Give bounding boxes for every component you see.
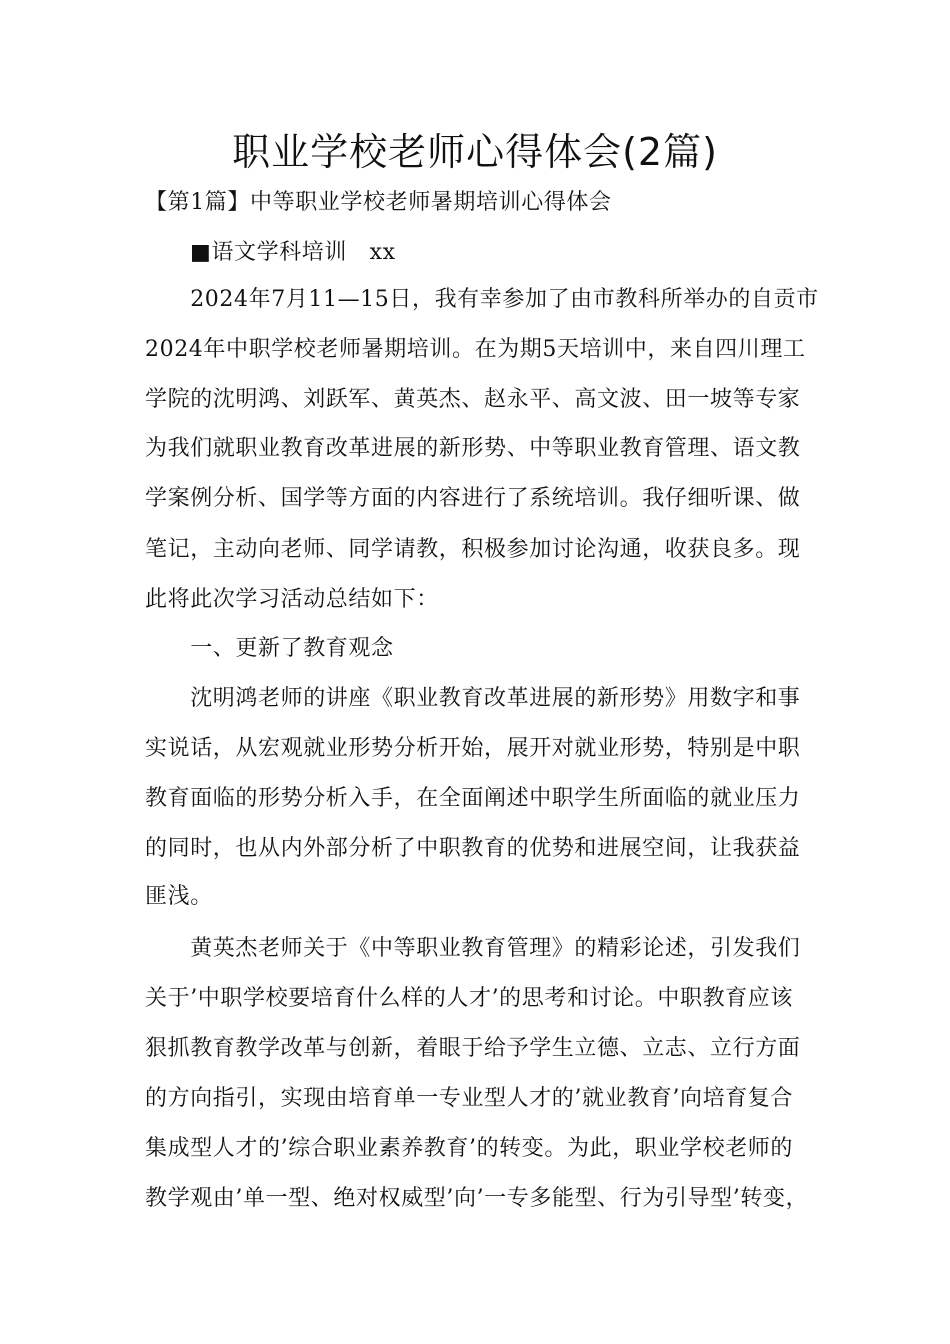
paragraph-line: 狠抓教育教学改革与创新，着眼于给予学生立德、立志、立行方面 (145, 1036, 801, 1061)
paragraph-line: 的方向指引，实现由培育单一专业型人才的’就业教育’向培育复合 (145, 1086, 793, 1111)
paragraph-line: 笔记，主动向老师、同学请教，积极参加讨论沟通，收获良多。现 (145, 537, 801, 562)
paragraph-line: 学院的沈明鸿、刘跃军、黄英杰、赵永平、高文波、田一坡等专家 (145, 387, 801, 412)
paragraph-line: 沈明鸿老师的讲座《职业教育改革进展的新形势》用数字和事 (145, 686, 801, 711)
paragraph-line: 的同时，也从内外部分析了中职教育的优势和进展空间，让我获益 (145, 836, 801, 861)
paragraph-line: 2024年中职学校老师暑期培训。在为期5天培训中，来自四川理工 (145, 337, 806, 362)
paragraph-line: 教育面临的形势分析入手，在全面阐述中职学生所面临的就业压力 (145, 786, 801, 811)
paragraph-line: 教学观由’单一型、绝对权威型’向’一专多能型、行为引导型’转变， (145, 1186, 809, 1211)
byline: ■语文学科培训 xx (190, 240, 396, 265)
paragraph-line: 为我们就职业教育改革进展的新形势、中等职业教育管理、语文教 (145, 436, 801, 461)
paragraph-line: 实说话，从宏观就业形势分析开始，展开对就业形势，特别是中职 (145, 736, 801, 761)
paragraph-line: 2024年7月11—15日，我有幸参加了由市教科所举办的自贡市 (145, 287, 819, 312)
paragraph-line: 关于’中职学校要培育什么样的人才’的思考和讨论。中职教育应该 (145, 986, 793, 1011)
paragraph-line: 此将此次学习活动总结如下： (145, 587, 439, 612)
document-title: 职业学校老师心得体会(2篇) (232, 130, 718, 174)
paragraph-line: 集成型人才的’综合职业素养教育’的转变。为此，职业学校老师的 (145, 1136, 793, 1161)
part-heading: 【第1篇】中等职业学校老师暑期培训心得体会 (145, 190, 612, 215)
paragraph-line: 黄英杰老师关于《中等职业教育管理》的精彩论述，引发我们 (145, 936, 801, 961)
paragraph-line: 匪浅。 (145, 884, 213, 909)
section-heading: 一、更新了教育观念 (145, 636, 394, 661)
paragraph-line: 学案例分析、国学等方面的内容进行了系统培训。我仔细听课、做 (145, 486, 801, 511)
